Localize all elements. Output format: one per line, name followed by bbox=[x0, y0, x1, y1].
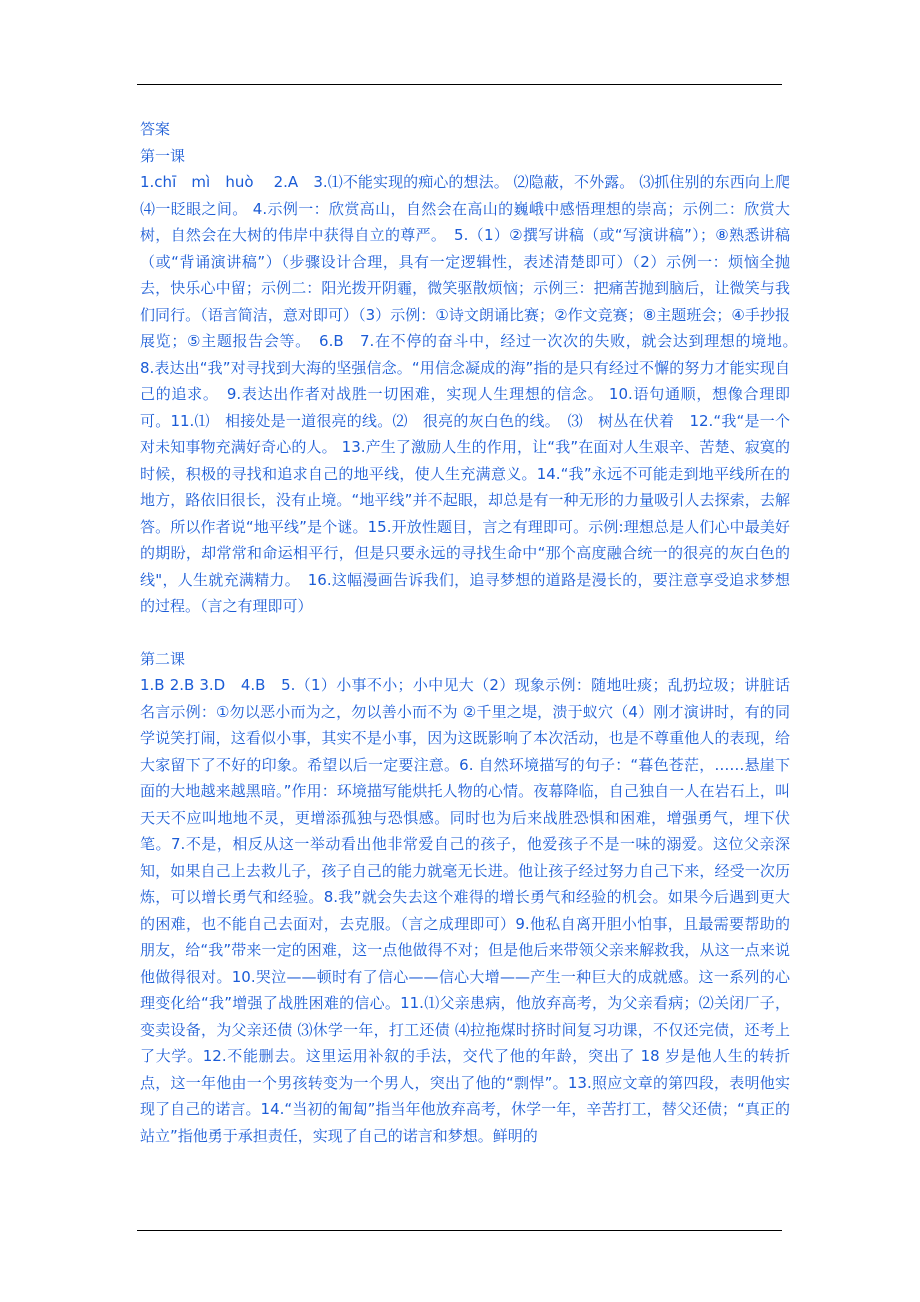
section-body-lesson-1: 1.chī mì huò 2.A 3.⑴不能实现的痴心的想法。 ⑵隐蔽，不外露。 ⑶抓住别的东西向上爬 ⑷一眨眼之间。 4.示例一：欣赏高山，自然会在高山的巍峨中感悟理想的崇高；示例二：欣赏大树，自然会在大树的伟岸中获得自立的尊严。 5.（1）②撰写讲稿（或“写演讲稿”）；⑧熟悉讲稿（或“背诵演讲稿”）（步骤设计合理，具有一定逻辑性，表述清楚即可）（2）示例一：烦恼全抛去，快乐心中留；示例二：阳光拨开阴霾，微笑驱散烦恼；示例三：把痛苦抛到脑后，让微笑与我们同行。（语言简洁，意对即可）（3）示例：①诗文朗诵比赛；②作文竞赛；⑧主题班会；④手抄报展览；⑤主题报告会等。 6.B 7.在不停的奋斗中，经过一次次的失败，就会达到理想的境地。 8.表达出“我”对寻找到大海的坚强信念。“用信念凝成的海”指的是只有经过不懈的努力才能实现自己的追求。 9.表达出作者对战胜一切困难，实现人生理想的信念。 10.语句通顺，想像合理即可。11.⑴ 相接处是一道很亮的线。⑵ 很亮的灰白色的线。 ⑶ 树丛在伏着 12.“我“是一个对未知事物充满好奇心的人。 13.产生了激励人生的作用，让“我”在面对人生艰辛、苦楚、寂寞的时候，积极的寻找和追求自己的地平线，使人生充满意义。14.“我”永远不可能走到地平线所在的地方，路依旧很长，没有止境。“地平线”并不起眼，却总是有一种无形的力量吸引人去探索，去解答。所以作者说“地平线”是个谜。15.开放性题目，言之有理即可。示例:理想总是人们心中最美好的期盼，却常常和命运相平行，但是只要永远的寻找生命中“那个高度融合统一的很亮的灰白色的线"，人生就充满精力。 16.这幅漫画告诉我们，追寻梦想的道路是漫长的，要注意享受追求梦想的过程。（言之有理即可） bbox=[140, 173, 806, 615]
top-divider bbox=[137, 84, 782, 85]
bottom-divider bbox=[137, 1230, 782, 1231]
document-title: 答案 bbox=[140, 120, 171, 138]
answer-document bbox=[140, 116, 806, 1149]
section-body-lesson-2: 1.B 2.B 3.D 4.B 5.（1）小事不小；小中见大（2）现象示例：随地吐痰；乱扔垃圾；讲脏话 名言示例：①勿以恶小而为之，勿以善小而不为 ②千里之堤，溃于蚁穴（4）刚才演讲时，有的同学说笑打闹，这看似小事，其实不是小事，因为这既影响了本次活动，也是不尊重他人的表现，给大家留下了不好的印象。希望以后一定要注意。6. 自然环境描写的句子：“暮色苍茫，……悬崖下面的大地越来越黑暗。”作用：环境描写能烘托人物的心情。夜幕降临，自己独自一人在岩石上，叫天天不应叫地地不灵，更增添孤独与恐惧感。同时也为后来战胜恐惧和困难，增强勇气，埋下伏笔。7.不是，相反从这一举动看出他非常爱自己的孩子，他爱孩子不是一味的溺爱。这位父亲深知，如果自己上去救儿子，孩子自己的能力就毫无长进。他让孩子经过努力自己下来，经受一次历炼，可以增长勇气和经验。8.我”就会失去这个难得的增长勇气和经验的机会。如果今后遇到更大的困难，也不能自己去面对，去克服。（言之成理即可）9.他私自离开胆小怕事，且最需要帮助的朋友，给“我”带来一定的困难，这一点他做得不对；但是他后来带领父亲来解救我，从这一点来说他做得很对。10.哭泣——顿时有了信心——信心大增——产生一种巨大的成就感。这一系列的心理变化给“我”增强了战胜困难的信心。11.⑴父亲患病，他放弃高考，为父亲看病；⑵关闭厂子，变卖设备，为父亲还债 ⑶休学一年，打工还债 ⑷拉拖煤时挤时间复习功课，不仅还完债，还考上了大学。12.不能删去。这里运用补叙的手法，交代了他的年龄，突出了 18 岁是他人生的转折点，这一年他由一个男孩转变为一个男人，突出了他的“剽悍”。13.照应文章的第四段，表明他实现了自己的诺言。14.“当初的匍匐”指当年他放弃高考，休学一年，辛苦打工，替父还债；“真正的站立”指他勇于承担责任，实现了自己的诺言和梦想。鲜明的 bbox=[140, 676, 806, 1145]
section-heading-lesson-1: 第一课 bbox=[140, 146, 186, 165]
section-heading-lesson-2: 第二课 bbox=[140, 649, 186, 668]
section-spacer bbox=[140, 620, 790, 646]
